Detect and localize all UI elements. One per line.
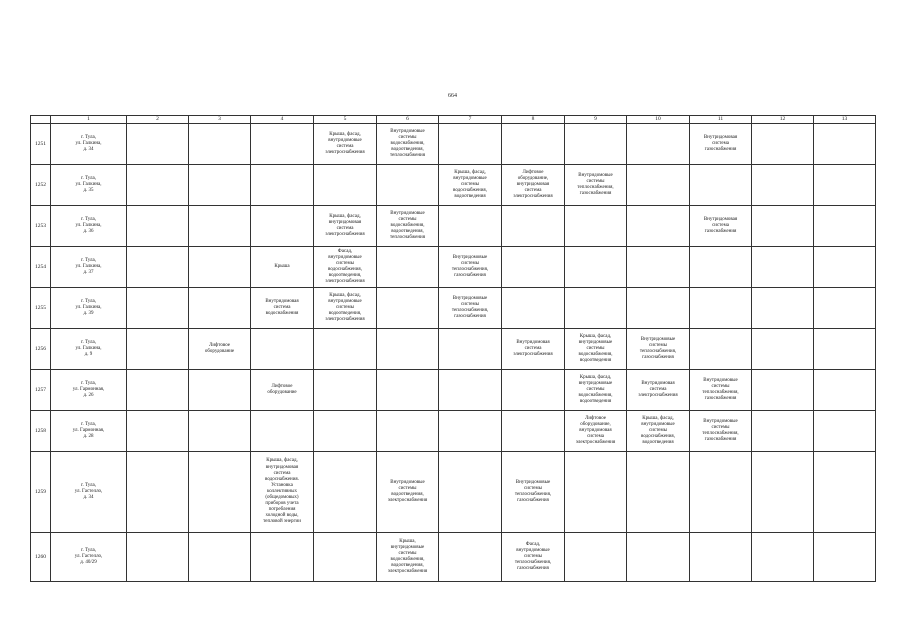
work-cell [565,247,627,288]
work-cell [502,288,565,329]
work-cell: Крыша, фасад, внутридомовая система электроснабжения [314,206,377,247]
work-cell [189,533,251,582]
work-cell [627,165,690,206]
header-row [31,116,876,124]
work-cell [439,124,502,165]
work-cell [439,533,502,582]
work-cell [690,452,752,533]
header-cell: 2 [127,116,189,124]
table-row [31,206,876,247]
work-cell: Внутридомовые системы водоснабжения, водоотведения, теплоснабжения [377,124,439,165]
work-cell [502,206,565,247]
row-number-cell: 1258 [31,411,51,452]
work-cell [627,124,690,165]
work-cell [127,124,189,165]
table-row [31,247,876,288]
header-cell: 12 [752,116,814,124]
work-cell: Внутридомовые системы теплоснабжения, газоснабжения [439,247,502,288]
header-cell: 10 [627,116,690,124]
work-cell: Крыша, фасад, внутридомовые системы водоснабжения, водоотведения [439,165,502,206]
work-cell [752,165,814,206]
work-cell [314,370,377,411]
work-cell [439,452,502,533]
table-row [31,165,876,206]
work-cell [814,533,876,582]
work-cell [127,329,189,370]
work-cell [752,370,814,411]
work-cell: Крыша, фасад, внутридомовые системы водоснабжения, водоотведения [565,370,627,411]
header-cell: 9 [565,116,627,124]
row-number-cell: 1259 [31,452,51,533]
work-cell: Внутридомовые системы теплоснабжения, газоснабжения [627,329,690,370]
work-cell [690,247,752,288]
work-cell [627,533,690,582]
work-cell: Крыша, фасад, внутридомовая система водоснабжения. Установка коллективных (общедомовых) приборов учета потребления холодной воды, тепловой энергии [251,452,314,533]
address-cell: г. Тула, ул. Галкина, д. 34 [51,124,127,165]
work-cell [439,411,502,452]
work-cell [251,411,314,452]
table-row [31,329,876,370]
header-cell: 4 [251,116,314,124]
work-cell: Крыша, фасад, внутридомовые системы водоснабжения, водоотведения [565,329,627,370]
address-cell: г. Тула, ул. Галкина, д. 9 [51,329,127,370]
work-cell [502,411,565,452]
address-cell: г. Тула, ул. Галкина, д. 36 [51,206,127,247]
work-cell [814,329,876,370]
work-cell [565,452,627,533]
work-cell [377,288,439,329]
header-cell: 3 [189,116,251,124]
work-cell: Внутридомовая система газоснабжения [690,124,752,165]
row-number-cell: 1255 [31,288,51,329]
work-cell [189,206,251,247]
work-cell [251,329,314,370]
row-number-cell: 1254 [31,247,51,288]
work-cell [814,411,876,452]
work-cell: Внутридомовые системы водоотведения, электроснабжения [377,452,439,533]
work-cell [377,165,439,206]
work-cell [752,206,814,247]
work-cell [439,329,502,370]
work-cell: Крыша, внутридомовые системы водоснабжения, водоотведения, электроснабжения [377,533,439,582]
address-cell: г. Тула, ул. Галкина, д. 37 [51,247,127,288]
work-cell [251,533,314,582]
work-cell [627,288,690,329]
work-cell [189,452,251,533]
row-number-cell: 1252 [31,165,51,206]
address-cell: г. Тула, ул. Гастелло, д. 40/29 [51,533,127,582]
work-cell [439,206,502,247]
work-cell [377,329,439,370]
header-cell: 5 [314,116,377,124]
row-number-cell: 1260 [31,533,51,582]
work-cell [377,247,439,288]
work-cell [189,411,251,452]
address-cell: г. Тула, ул. Галкина, д. 35 [51,165,127,206]
work-cell [690,288,752,329]
work-cell [814,452,876,533]
work-cell [752,247,814,288]
work-cell [189,124,251,165]
work-cell: Лифтовое оборудование, внутридомовая система электроснабжения [565,411,627,452]
work-cell: Крыша [251,247,314,288]
table-body [31,124,876,582]
work-cell [314,452,377,533]
work-cell [127,206,189,247]
work-cell [565,533,627,582]
work-cell: Внутридомовая система электроснабжения [627,370,690,411]
table-row [31,533,876,582]
repair-schedule-table [30,115,876,582]
header-cell: 6 [377,116,439,124]
work-cell [189,165,251,206]
work-cell [377,370,439,411]
work-cell [565,124,627,165]
work-cell [314,533,377,582]
work-cell [690,165,752,206]
work-cell [814,370,876,411]
work-cell [752,329,814,370]
work-cell: Внутридомовые системы теплоснабжения, газоснабжения [690,370,752,411]
work-cell [251,124,314,165]
work-cell [127,533,189,582]
row-number-cell: 1251 [31,124,51,165]
row-number-cell: 1257 [31,370,51,411]
work-cell [690,329,752,370]
work-cell [814,288,876,329]
work-cell: Внутридомовые системы теплоснабжения, газоснабжения [502,452,565,533]
address-cell: г. Тула, ул. Галкина, д. 39 [51,288,127,329]
work-cell [565,288,627,329]
work-cell: Внутридомовая система электроснабжения [502,329,565,370]
address-cell: г. Тула, ул. Гастелло, д. 34 [51,452,127,533]
work-cell: Внутридомовая система газоснабжения [690,206,752,247]
work-cell [814,206,876,247]
row-number-cell: 1253 [31,206,51,247]
page-number: 664 [448,93,457,99]
address-cell: г. Тула, ул. Гармонная, д. 26 [51,370,127,411]
work-cell [314,165,377,206]
work-cell [127,247,189,288]
work-cell: Внутридомовые системы водоснабжения, водоотведения, теплоснабжения [377,206,439,247]
work-cell [127,165,189,206]
work-cell [752,411,814,452]
table-row [31,288,876,329]
work-cell [127,370,189,411]
header-cell [31,116,51,124]
work-cell [627,206,690,247]
header-cell: 7 [439,116,502,124]
work-cell [314,329,377,370]
work-cell [502,247,565,288]
table-row [31,452,876,533]
work-cell [502,370,565,411]
work-cell [251,165,314,206]
row-number-cell: 1256 [31,329,51,370]
work-cell: Фасад, внутридомовые системы теплоснабжения, газоснабжения [502,533,565,582]
work-cell: Крыша, фасад, внутридомовые система электроснабжения [314,124,377,165]
header-cell: 8 [502,116,565,124]
work-cell [127,411,189,452]
table-row [31,370,876,411]
work-cell [565,206,627,247]
work-cell [127,452,189,533]
work-cell [314,411,377,452]
header-cell: 11 [690,116,752,124]
work-cell: Крыша, фасад, внутридомовые системы водоотведения, электроснабжения [314,288,377,329]
work-cell [189,247,251,288]
table-row [31,411,876,452]
work-cell [502,124,565,165]
work-cell: Лифтовое оборудование [251,370,314,411]
header-cell: 13 [814,116,876,124]
work-cell [627,247,690,288]
work-cell: Лифтовое оборудование [189,329,251,370]
work-cell: Внутридомовые системы теплоснабжения, газоснабжения [439,288,502,329]
work-cell: Крыша, фасад, внутридомовые системы водоснабжения, водоотведения [627,411,690,452]
work-cell [189,370,251,411]
address-cell: г. Тула, ул. Гармонная, д. 28 [51,411,127,452]
work-cell [189,288,251,329]
header-cell: 1 [51,116,127,124]
work-cell [752,533,814,582]
table-row [31,124,876,165]
work-cell: Внутридомовая система водоснабжения [251,288,314,329]
work-cell [752,452,814,533]
work-cell [127,288,189,329]
work-cell [752,124,814,165]
work-cell [814,124,876,165]
work-cell: Лифтовое оборудование, внутридомовая система электроснабжения [502,165,565,206]
work-cell [814,247,876,288]
work-cell [814,165,876,206]
work-cell [377,411,439,452]
work-cell [752,288,814,329]
work-cell: Внутридомовые системы теплоснабжения, газоснабжения [565,165,627,206]
work-cell [690,533,752,582]
work-cell: Фасад, внутридомовые системы водоснабжения, водоотведения, электроснабжения [314,247,377,288]
work-cell [439,370,502,411]
work-cell [251,206,314,247]
work-cell: Внутридомовые системы теплоснабжения, газоснабжения [690,411,752,452]
work-cell [627,452,690,533]
